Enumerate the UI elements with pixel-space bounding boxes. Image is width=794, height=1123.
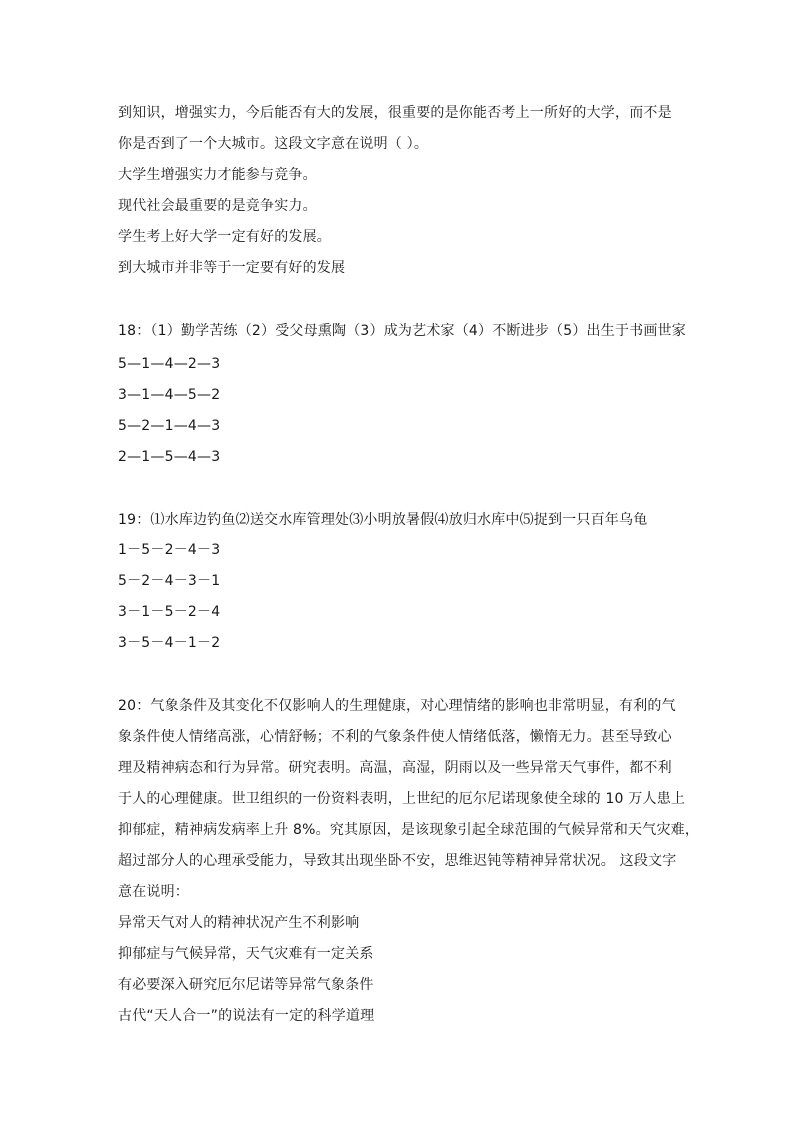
q18-option-c: 5—2—1—4—3 (118, 418, 221, 434)
q20-stem-line-5: 抑郁症，精神病发病率上升 8%。究其原因，是该现象引起全球范围的气候异常和天气灾难， (118, 822, 700, 838)
q18-option-d: 2—1—5—4—3 (118, 449, 221, 465)
q20-stem-line-3: 理及精神病态和行为异常。研究表明。高温，高湿，阴雨以及一些异常天气事件，都不利 (118, 760, 672, 776)
q20-stem-line-7: 意在说明： (118, 884, 189, 900)
q20-stem-line-6: 超过部分人的心理承受能力，导致其出现坐卧不安，思维迟钝等精神异常状况。 这段文字 (118, 853, 677, 869)
q18-stem: 18：（1）勤学苦练（2）受父母熏陶（3）成为艺术家（4）不断进步（5）出生于书画世家 (118, 323, 686, 339)
q20-option-d: 古代“天人合一”的说法有一定的科学道理 (118, 1008, 375, 1024)
q20-option-c: 有必要深入研究厄尔尼诺等异常气象条件 (118, 977, 374, 993)
q19-option-c: 3－1－5－2－4 (118, 604, 221, 620)
q17-option-d: 到大城市并非等于一定要有好的发展 (118, 260, 346, 276)
q17-option-a: 大学生增强实力才能参与竞争。 (118, 167, 317, 183)
q20-option-a: 异常天气对人的精神状况产生不利影响 (118, 915, 360, 931)
q19-option-d: 3－5－4－1－2 (118, 635, 221, 651)
q18-option-a: 5—1—4—2—3 (118, 356, 221, 372)
q19-option-a: 1－5－2－4－3 (118, 542, 221, 558)
q19-option-b: 5－2－4－3－1 (118, 573, 221, 589)
q20-option-b: 抑郁症与气候异常，天气灾难有一定关系 (118, 946, 374, 962)
q20-stem-line-1: 20：气象条件及其变化不仅影响人的生理健康，对心理情绪的影响也非常明显，有利的气 (118, 698, 676, 714)
q17-option-b: 现代社会最重要的是竞争实力。 (118, 198, 317, 214)
q20-stem-line-4: 于人的心理健康。世卫组织的一份资料表明，上世纪的厄尔尼诺现象使全球的 10 万人患上 (118, 791, 686, 807)
q17-stem-line-2: 你是否到了一个大城市。这段文字意在说明（ ）。 (118, 136, 429, 152)
q20-stem-line-2: 象条件使人情绪高涨，心情舒畅；不利的气象条件使人情绪低落，懒惰无力。甚至导致心 (118, 729, 672, 745)
q17-stem-line-1: 到知识，增强实力，今后能否有大的发展，很重要的是你能否考上一所好的大学，而不是 (118, 105, 672, 121)
q17-option-c: 学生考上好大学一定有好的发展。 (118, 229, 331, 245)
q19-stem: 19：⑴水库边钓鱼⑵送交水库管理处⑶小明放暑假⑷放归水库中⑸捉到一只百年乌龟 (118, 512, 648, 528)
q18-option-b: 3—1—4—5—2 (118, 387, 221, 403)
